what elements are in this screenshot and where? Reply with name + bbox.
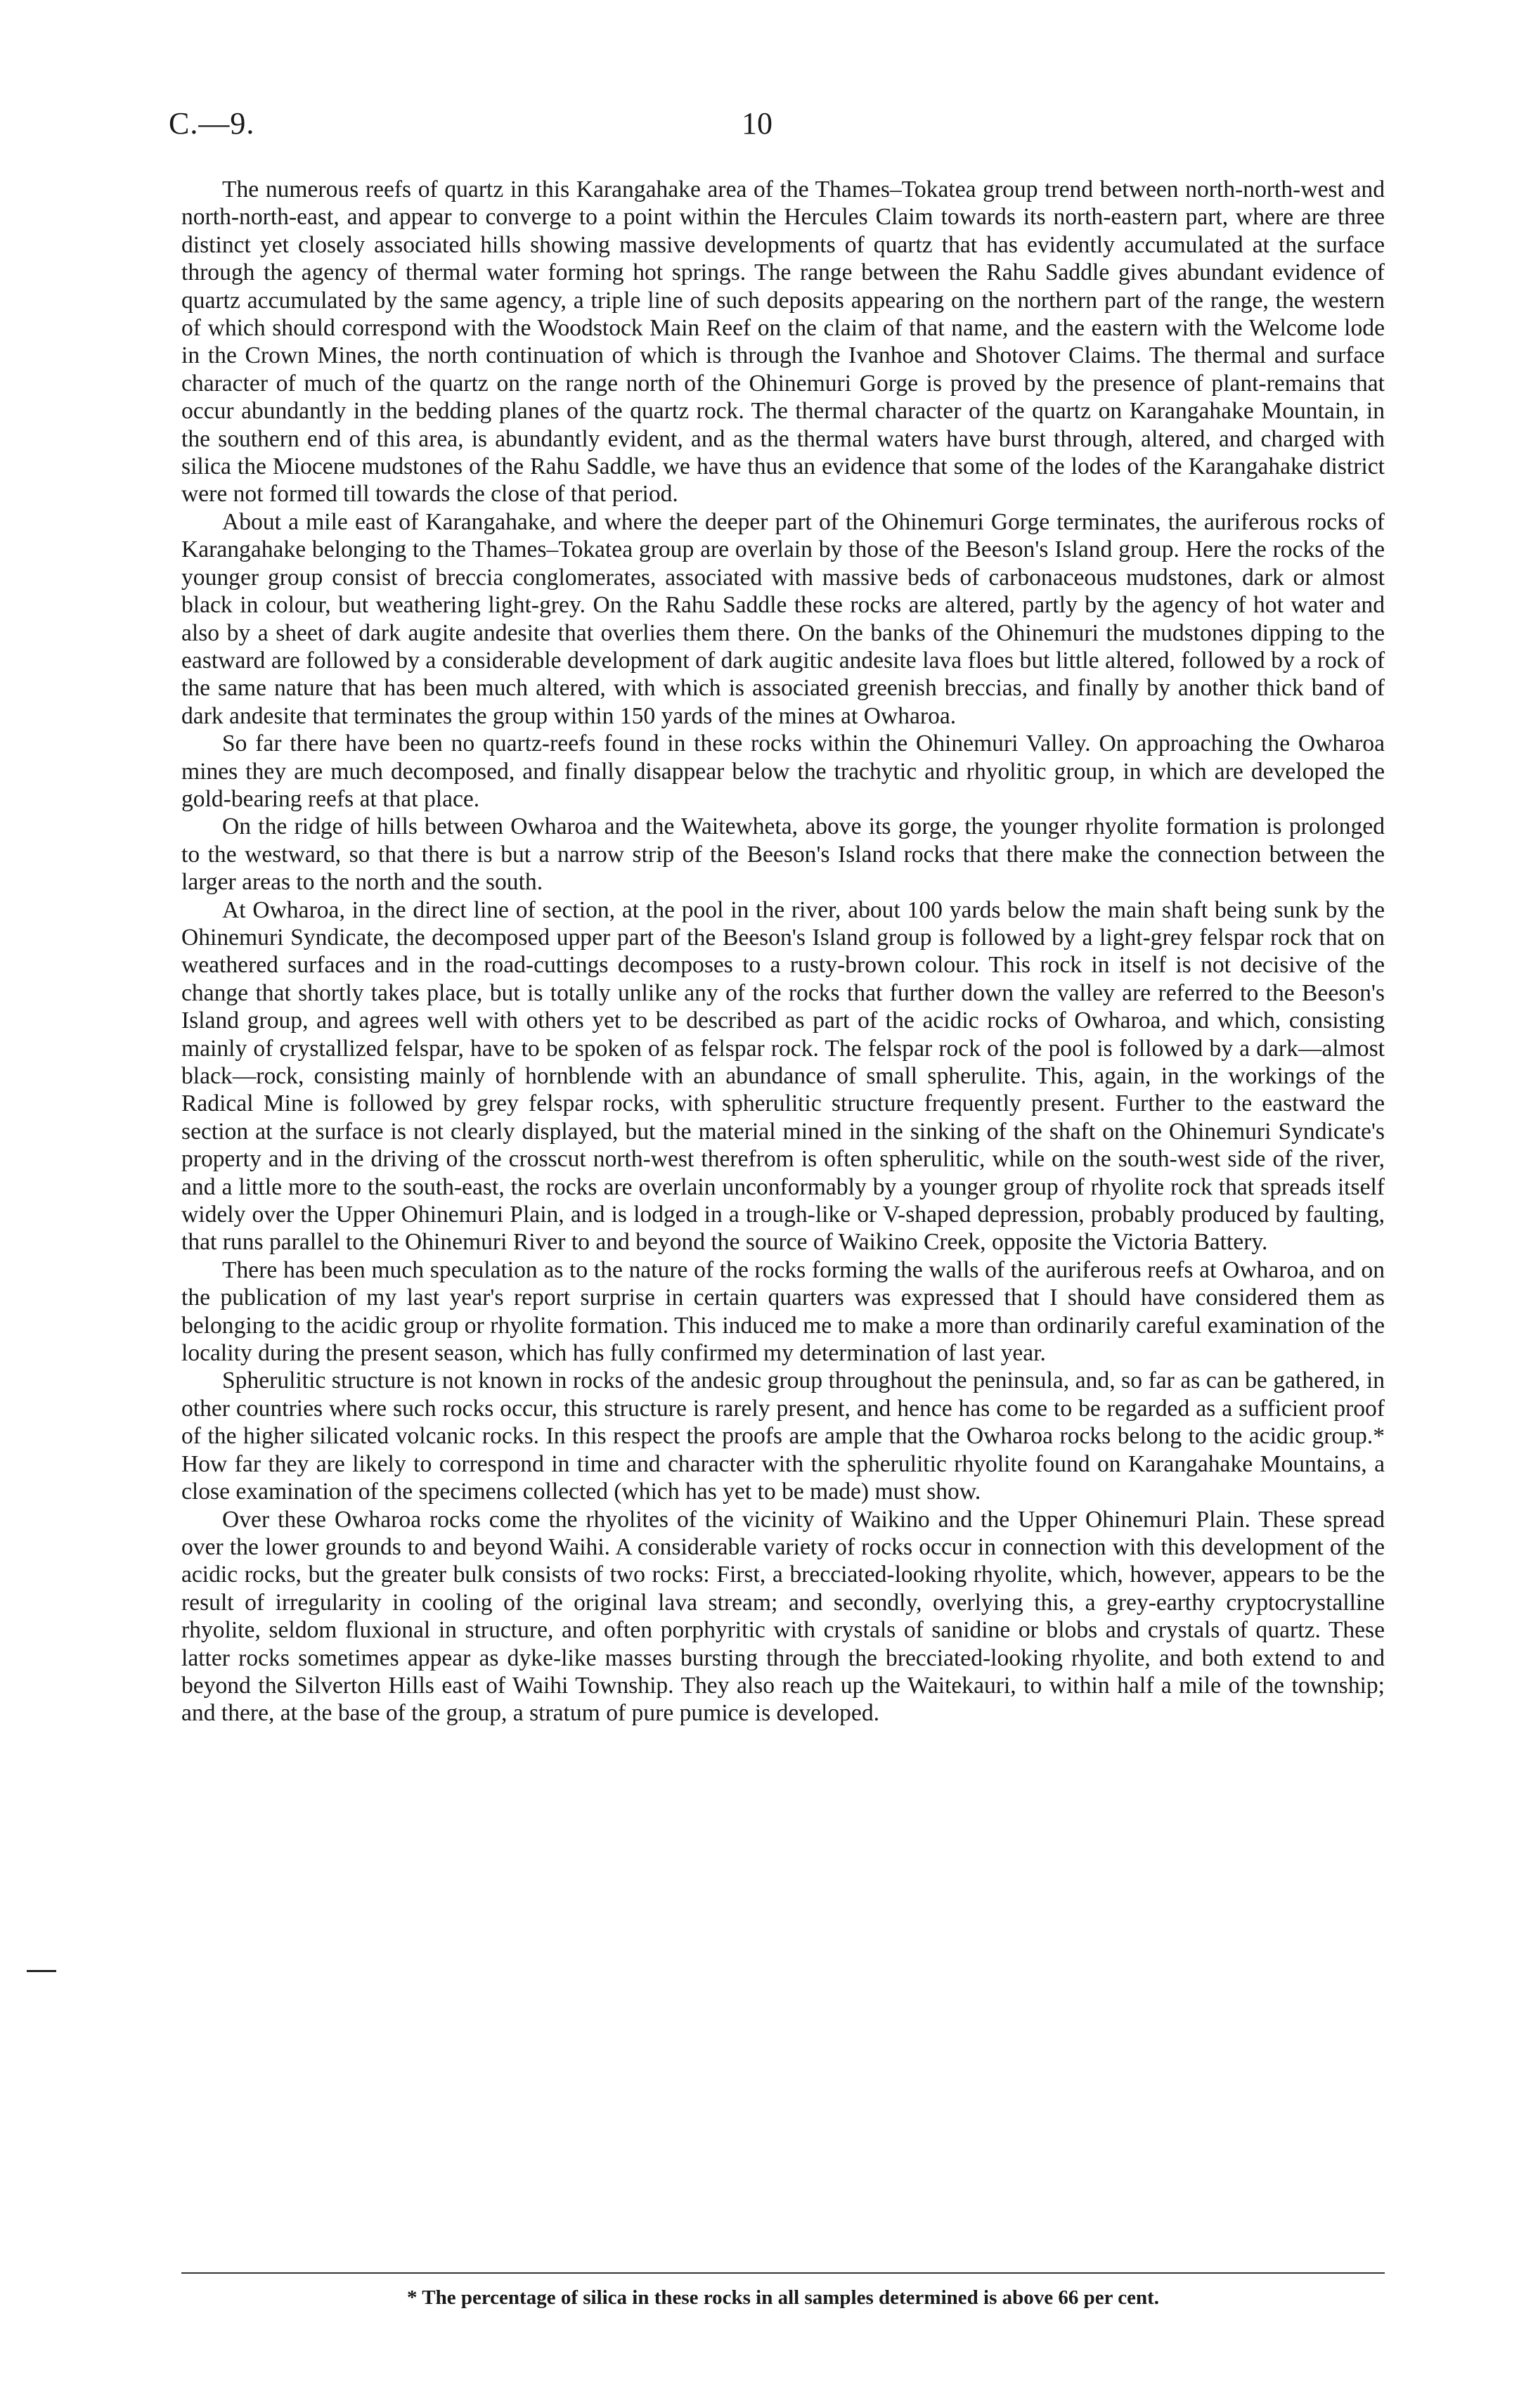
paragraph: On the ridge of hills between Owharoa and the Waitewheta, above its gorge, the younger rhyolite formation is prolonged to the westward, so that there is but a narrow strip of the Beeson's Island rocks that there make the connection between the larger areas to the north and the south.	[181, 813, 1385, 896]
document-reference: C.—9.	[169, 106, 255, 141]
paragraph: At Owharoa, in the direct line of section, at the pool in the river, about 100 yards below the main shaft being sunk by the Ohinemuri Syndicate, the decomposed upper part of the Beeson's Island group is followed by a light-grey felspar rock that on weathered surfaces and in the road-cuttings decomposes to a rusty-brown colour. This rock in itself is not decisive of the change that shortly takes place, but is totally unlike any of the rocks that further down the valley are referred to the Beeson's Island group, and agrees well with others yet to be described as part of the acidic rocks of Owharoa, and which, consisting mainly of crystallized felspar, have to be spoken of as felspar rock. The felspar rock of the pool is followed by a dark—almost black—rock, consisting mainly of hornblende with an abundance of small spherulite. This, again, in the workings of the Radical Mine is followed by grey felspar rocks, with spherulitic structure frequently present. Further to the eastward the section at the surface is not clearly displayed, but the material mined in the sinking of the shaft on the Ohinemuri Syndicate's property and in the driving of the crosscut north-west therefrom is often spherulitic, while on the south-west side of the river, and a little more to the south-east, the rocks are overlain unconformably by a younger group of rhyolite rock that spreads itself widely over the Upper Ohinemuri Plain, and is lodged in a trough-like or V-shaped depression, probably produced by faulting, that runs parallel to the Ohinemuri River to and beyond the source of Waikino Creek, opposite the Victoria Battery.	[181, 896, 1385, 1256]
page-number: 10	[742, 106, 773, 141]
paragraph: Over these Owharoa rocks come the rhyolites of the vicinity of Waikino and the Upper Ohinemuri Plain. These spread over the lower grounds to and beyond Waihi. A considerable variety of rocks occur in connection with this development of the acidic rocks, but the greater bulk consists of two rocks: First, a brecciated-looking rhyolite, which, however, appears to be the result of irregularity in cooling of the original lava stream; and secondly, overlying this, a grey-earthy cryptocrystalline rhyolite, seldom fluxional in structure, and often porphyritic with crystals of sanidine or blobs and crystals of quartz. These latter rocks sometimes appear as dyke-like masses bursting through the brecciated-looking rhyolite, and both extend to and beyond the Silverton Hills east of Waihi Township. They also reach up the Waitekauri, to within half a mile of the township; and there, at the base of the group, a stratum of pure pumice is developed.	[181, 1506, 1385, 1727]
margin-mark	[27, 1970, 56, 1972]
paragraph: So far there have been no quartz-reefs found in these rocks within the Ohinemuri Valley. On approaching the Owharoa mines they are much decomposed, and finally disappear below the trachytic and rhyolitic group, in which are developed the gold-bearing reefs at that place.	[181, 730, 1385, 812]
paragraph: Spherulitic structure is not known in rocks of the andesic group throughout the peninsula, and, so far as can be gathered, in other countries where such rocks occur, this structure is rarely present, and hence has come to be regarded as a sufficient proof of the higher silicated volcanic rocks. In this respect the proofs are ample that the Owharoa rocks belong to the acidic group.* How far they are likely to correspond in time and character with the spherulitic rhyolite found on Karangahake Mountains, a close examination of the specimens collected (which has yet to be made) must show.	[181, 1367, 1385, 1505]
footnote: * The percentage of silica in these rocks in all samples determined is above 66 per cent.	[407, 2286, 1159, 2309]
body-text	[181, 176, 1385, 1727]
paragraph: The numerous reefs of quartz in this Karangahake area of the Thames–Tokatea group trend between north-north-west and north-north-east, and appear to converge to a point within the Hercules Claim towards its north-eastern part, where are three distinct yet closely associated hills showing massive developments of quartz that has evidently accumulated at the surface through the agency of thermal water forming hot springs. The range between the Rahu Saddle gives abundant evidence of quartz accumulated by the same agency, a triple line of such deposits appearing on the northern part of the range, the western of which should correspond with the Woodstock Main Reef on the claim of that name, and the eastern with the Welcome lode in the Crown Mines, the north continuation of which is through the Ivanhoe and Shotover Claims. The thermal and surface character of much of the quartz on the range north of the Ohinemuri Gorge is proved by the presence of plant-remains that occur abundantly in the bedding planes of the quartz rock. The thermal character of the quartz on Karangahake Mountain, in the southern end of this area, is abundantly evident, and as the thermal waters have burst through, altered, and charged with silica the Miocene mudstones of the Rahu Saddle, we have thus an evidence that some of the lodes of the Karangahake district were not formed till towards the close of that period.	[181, 176, 1385, 508]
paragraph: There has been much speculation as to the nature of the rocks forming the walls of the auriferous reefs at Owharoa, and on the publication of my last year's report surprise in certain quarters was expressed that I should have considered them as belonging to the acidic group or rhyolite formation. This induced me to make a more than ordinarily careful examination of the locality during the present season, which has fully confirmed my determination of last year.	[181, 1256, 1385, 1367]
paragraph: About a mile east of Karangahake, and where the deeper part of the Ohinemuri Gorge terminates, the auriferous rocks of Karangahake belonging to the Thames–Tokatea group are overlain by those of the Beeson's Island group. Here the rocks of the younger group consist of breccia conglomerates, associated with massive beds of carbonaceous mudstones, dark or almost black in colour, but weathering light-grey. On the Rahu Saddle these rocks are altered, partly by the agency of hot water and also by a sheet of dark augite andesite that overlies them there. On the banks of the Ohinemuri the mudstones dipping to the eastward are followed by a considerable development of dark augitic andesite lava floes but little altered, followed by a rock of the same nature that has been much altered, with which is associated greenish breccias, and finally by another thick band of dark andesite that terminates the group within 150 yards of the mines at Owharoa.	[181, 508, 1385, 729]
footnote-divider	[181, 2272, 1385, 2274]
